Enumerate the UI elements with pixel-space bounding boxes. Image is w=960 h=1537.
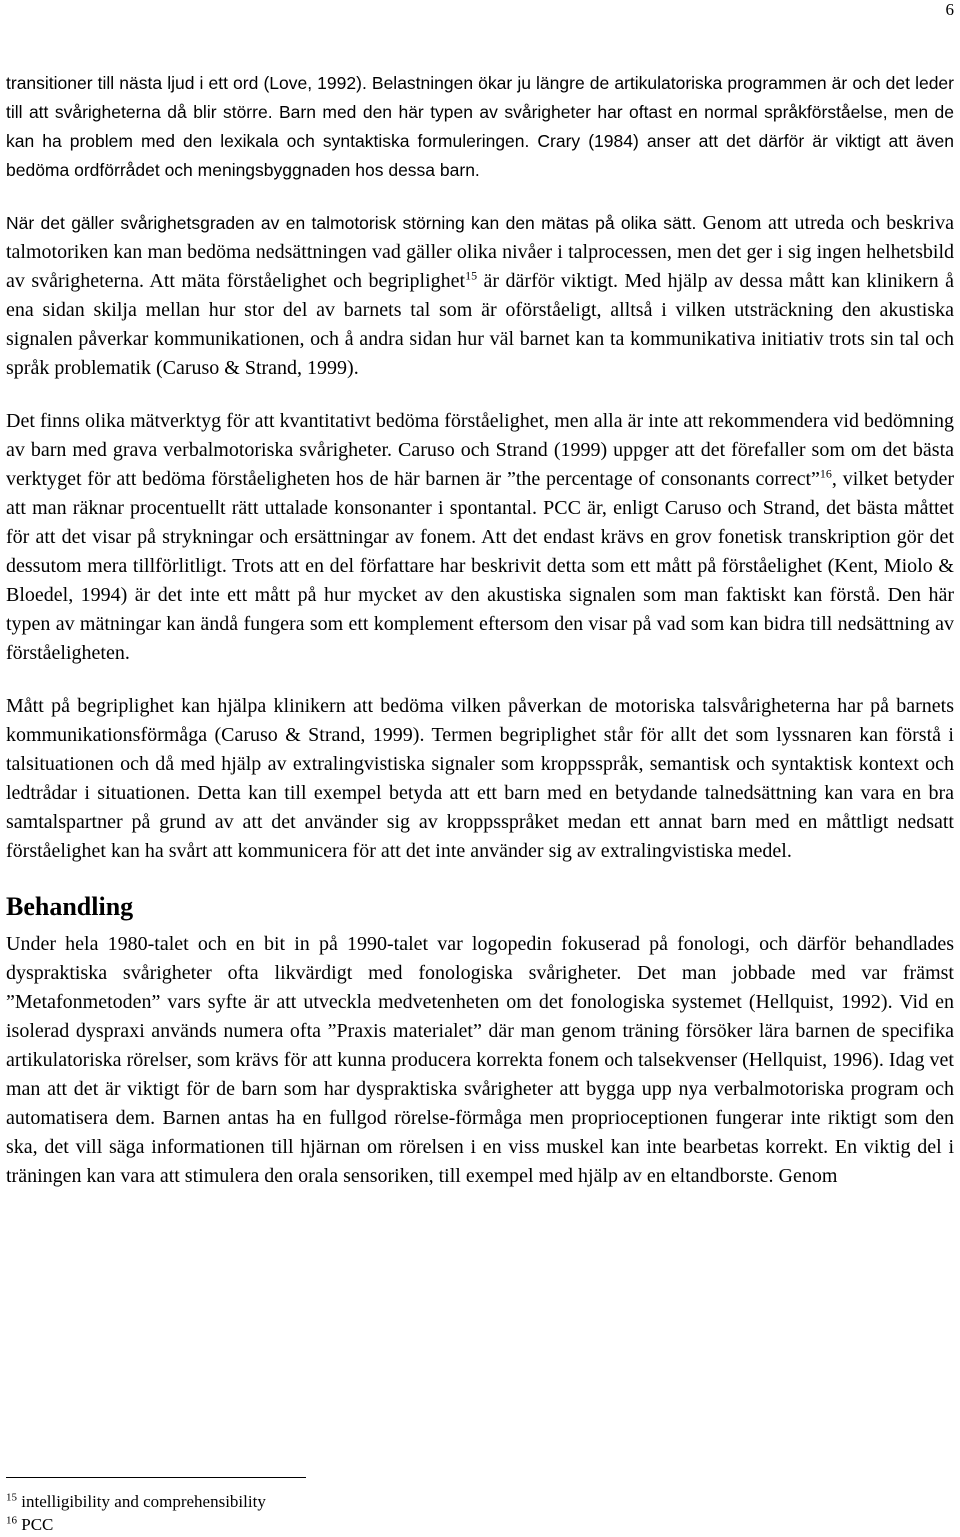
footnote-ref-15[interactable]: 15 xyxy=(465,268,478,283)
paragraph-text: , vilket betyder att man räknar procentuellt rätt uttalade konsonanter i spontantal. PCC är, enligt Caruso och Strand, det bästa måttet för att det visar på strykningar och ersättningar av fonem. Att det endast krävs en grov fonetisk transkription gör det dessutom mera tillförlitligt. Trots att en del författare har beskrivit detta som ett mått på förståelighet (Kent, Miolo & Bloedel, 1994) är det inte ett mått på hur mycket av den akustiska signalen som man faktiskt kan förstå. Den här typen av mätningar kan ändå fungera som ett komplement eftersom den visar på vad som kan bidra till nedsättning av förståeligheten. xyxy=(6,468,954,664)
paragraph-text: Det finns olika mätverktyg för att kvantitativt bedöma förståelighet, men alla är inte att rekommendera vid bedömning av barn med grava verbalmotoriska svårigheter. Caruso och Strand (1999) uppger att det förefaller som om det bästa verktyget för att bedöma förståeligheten hos de här barnen är ”the percentage of consonants correct” xyxy=(6,410,954,490)
section-heading: Behandling xyxy=(6,892,134,921)
paragraph-text: transitioner till nästa ljud i ett ord (Love, 1992). Belastningen ökar ju längre de artikulatoriska programmen är och det leder till att svårigheterna då blir större. Barn med den här typen av svårigheter har oftast en normal språkförståelse, men de kan ha problem med den lexikala och syntaktiska formuleringen. Crary (1984) anser att det därför är viktigt att även bedöma ordförrådet och meningsbyggnaden hos dessa barn. xyxy=(6,73,954,180)
paragraph-text: är därför viktigt. xyxy=(477,270,625,292)
footnote-ref-16[interactable]: 16 xyxy=(819,466,832,481)
section-paragraph xyxy=(6,930,954,1191)
paragraph-text: När det gäller svårighetsgraden av en talmotorisk störning kan den mätas på olika sätt. xyxy=(6,213,703,233)
paragraph-2 xyxy=(6,209,954,383)
footnote-number: 16 xyxy=(6,1514,17,1527)
paragraph-1 xyxy=(6,69,954,185)
footnote-15 xyxy=(6,1490,906,1513)
footnote-number: 15 xyxy=(6,1491,17,1504)
paragraph-4 xyxy=(6,692,954,866)
paragraph-text: Mått på begriplighet kan hjälpa klinikern att bedöma vilken påverkan de motoriska talsvårigheterna har på barnets kommunikationsförmåga (Caruso & Strand, 1999). Termen begriplighet står för allt det som lyssnaren kan förstå i talsituationen och då med hjälp av extralingvistiska signaler som kroppsspråk, semantisk och syntaktisk kontext och ledtrådar i situationen. Detta kan till exempel betyda att ett barn med en betydande talnedsättning kan vara en bra samtalspartner på grund av att det använder sig av kroppsspråket medan ett annat barn med en måttligt nedsatt förståelighet kan ha svårt att kommunicera för att det inte använder sig av extralingvistiska medel. xyxy=(6,695,954,862)
footnotes xyxy=(6,1490,906,1536)
footnote-text: PCC xyxy=(21,1515,54,1534)
paragraph-text: Genom att utreda och beskriva talmotoriken kan man bedöma nedsättningen vad gäller olika nivåer i talprocessen, men det ger i sig ingen helhetsbild av svårigheterna. Att mäta förståelighet och begriplighet xyxy=(6,212,954,292)
paragraph-text: Med hjälp av dessa mått kan klinikern å ena sidan skilja mellan hur stor del av barnets tal som är oförståeligt, alltså i vilken utsträckning den akustiska signalen påverkar kommunikationen, och å andra sidan hur väl barnet kan ta kommunikativa initiativ trots sin tal och språk problematik (Caruso & Strand, 1999). xyxy=(6,270,955,379)
footnote-16 xyxy=(6,1513,906,1536)
page-number: 6 xyxy=(945,0,954,19)
footnote-text: intelligibility and comprehensibility xyxy=(21,1492,266,1511)
paragraph-3 xyxy=(6,407,954,668)
document-body xyxy=(6,69,954,1215)
paragraph-text: Under hela 1980-talet och en bit in på 1990-talet var logopedin fokuserad på fonologi, och därför behandlades dyspraktiska svårigheter ofta likvärdigt med fonologiska svårigheter. Det man jobbade med var främst ”Metafonmetoden” vars syfte är att utveckla medvetenheten om det fonologiska systemet (Hellquist, 1992). Vid en isolerad dyspraxi används numera ofta ”Praxis materialet” där man genom träning försöker lära barnen de specifika artikulatoriska rörelser, som krävs för att kunna producera korrekta fonem och talsekvenser (Hellquist, 1996). Idag vet man att det är viktigt för de barn som har dyspraktiska svårigheter att bygga upp nya verbalmotoriska program och automatisera dem. Barnen antas ha en fullgod rörelse-förmåga men proprioceptionen fungerar inte riktigt som den ska, det vill säga informationen till hjärnan om rörelsen i en viss muskel kan inte bearbetas korrekt. En viktig del i träningen kan vara att stimulera den orala sensoriken, till exempel med hjälp av en eltandborste. Genom xyxy=(6,933,954,1187)
footnote-divider xyxy=(6,1477,306,1478)
